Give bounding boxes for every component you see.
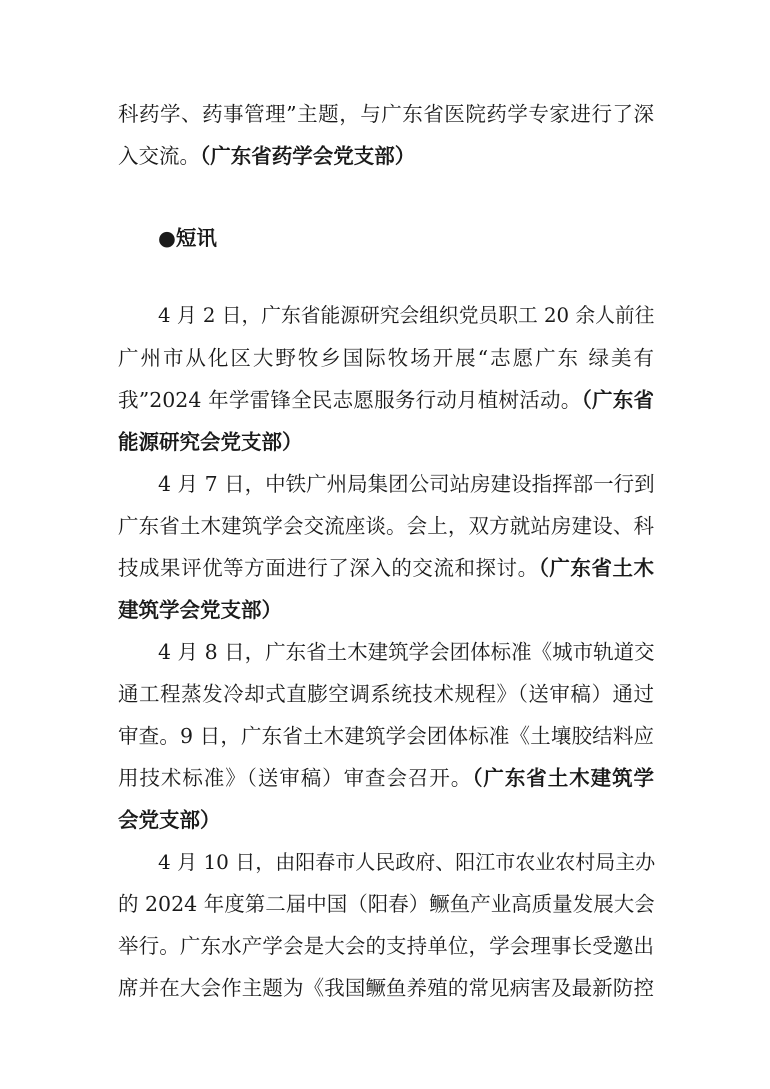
item-1-line-3: [118, 380, 654, 420]
item-3-line-3: 审查。9 日，广东省土木建筑学会团体标准《土壤胶结料应: [118, 724, 654, 748]
item-2-line-3: [118, 548, 654, 588]
item-4-line-4: 席并在大会作主题为《我国鳜鱼养殖的常见病害及最新防控: [118, 976, 654, 1000]
item-3-line-4: [118, 758, 654, 798]
item-4-line-2: 的 2024 年度第二届中国（阳春）鳜鱼产业高质量发展大会: [118, 892, 655, 916]
item-1-line-1: 4 月 2 日，广东省能源研究会组织党员职工 20 余人前往: [158, 304, 655, 327]
intro-line-1: 科药学、药事管理”主题，与广东省医院药学专家进行了深: [118, 102, 654, 126]
item-3-source-b: 会党支部）: [118, 808, 221, 832]
item-3-source-a: （广东省土木建筑学: [472, 766, 655, 790]
item-1-line-3-text: 我”2024 年学雷锋全民志愿服务行动月植树活动。: [118, 388, 582, 412]
item-3-line-4-text: 用技术标准》（送审稿）审查会召开。: [118, 766, 473, 790]
bullet-icon: ●: [158, 226, 176, 250]
item-1-line-2: 广州市从化区大野牧乡国际牧场开展“志愿广东 绿美有: [118, 346, 654, 370]
intro-line-2: [118, 136, 654, 176]
item-2-source-a: （广东省土木: [538, 556, 655, 580]
item-4-line-1: 4 月 10 日，由阳春市人民政府、阳江市农业农村局主办: [158, 850, 656, 874]
item-2-source-b: 建筑学会党支部）: [118, 598, 282, 622]
section-heading: [158, 216, 217, 260]
intro-line-2-text: 入交流。: [118, 144, 200, 168]
item-4-line-3: 举行。广东水产学会是大会的支持单位，学会理事长受邀出: [118, 934, 654, 958]
intro-source: （广东省药学会党支部）: [200, 144, 416, 168]
item-1-source-a: （广东省: [581, 388, 655, 412]
item-3-line-1: 4 月 8 日，广东省土木建筑学会团体标准《城市轨道交: [158, 640, 655, 664]
section-title: 短讯: [175, 226, 217, 250]
item-2-line-1: 4 月 7 日，中铁广州局集团公司站房建设指挥部一行到: [158, 472, 655, 496]
item-1-source-b: 能源研究会党支部）: [118, 430, 303, 454]
item-3-line-2: 通工程蒸发冷却式直膨空调系统技术规程》（送审稿）通过: [118, 682, 654, 706]
item-2-line-2: 广东省土木建筑学会交流座谈。会上，双方就站房建设、科: [118, 514, 654, 538]
item-2-line-3-text: 技成果评优等方面进行了深入的交流和探讨。: [118, 556, 539, 580]
